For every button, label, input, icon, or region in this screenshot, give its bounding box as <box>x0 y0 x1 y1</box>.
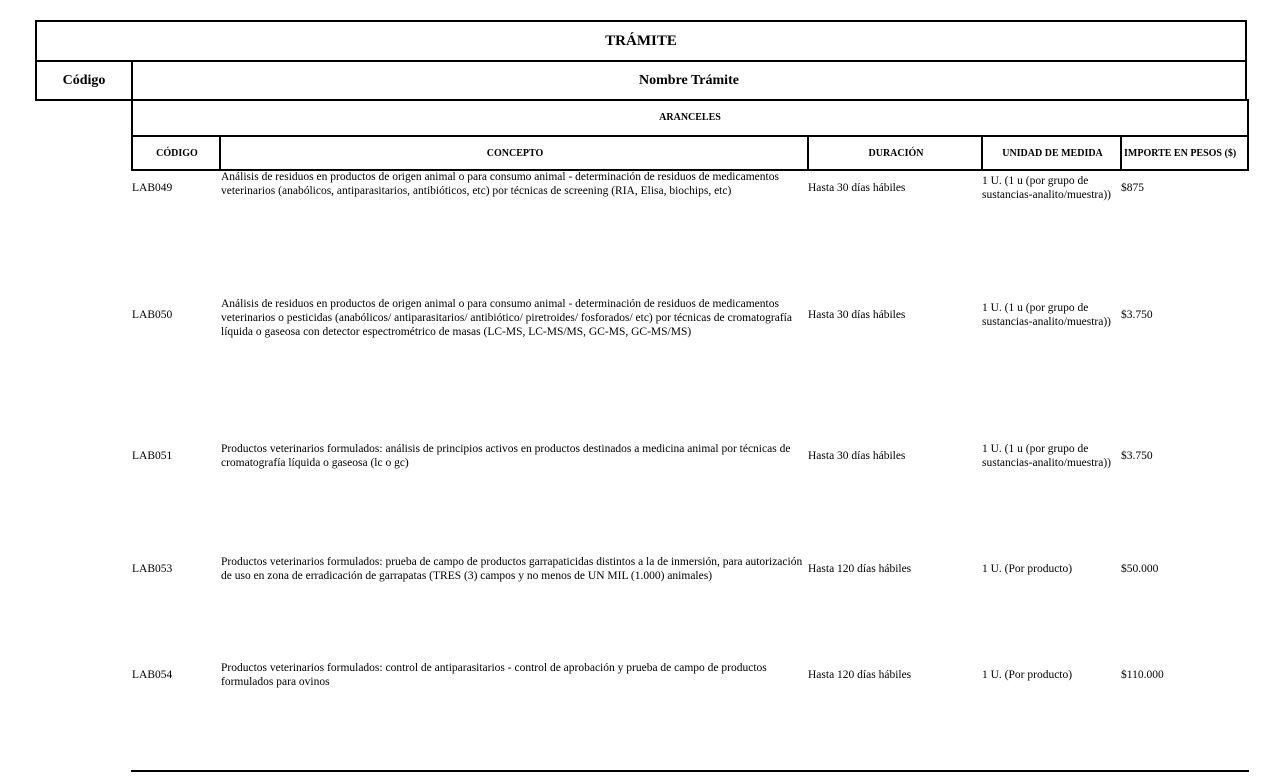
column-header-duracion <box>807 135 983 171</box>
row-codigo: LAB051 <box>132 450 173 462</box>
row-importe: $3.750 <box>1121 309 1153 321</box>
column-header-importe-label: IMPORTE EN PESOS ($) <box>1124 147 1237 159</box>
column-header-concepto <box>219 135 809 171</box>
column-header-concepto-label: CONCEPTO <box>486 147 544 159</box>
row-unidad: 1 U. (1 u (por grupo de sustancias-analito/muestra)) <box>982 443 1112 469</box>
column-header-unidad-label: UNIDAD DE MEDIDA <box>1002 147 1103 159</box>
row-duracion: Hasta 120 días hábiles <box>808 669 912 681</box>
row-concepto: Productos veterinarios formulados: prueba de campo de productos garrapaticidas distintos a la de inmersión, para autorización de uso en zona de erradicación de garrapatas (TRES (3) campos y no menos de UN MIL (1.000) animales) <box>221 556 803 582</box>
row-unidad: 1 U. (1 u (por grupo de sustancias-analito/muestra)) <box>982 175 1112 201</box>
row-duracion: Hasta 120 días hábiles <box>808 563 912 575</box>
row-concepto <box>221 297 809 353</box>
tramite-title: TRÁMITE <box>605 32 677 49</box>
codigo-label: Código <box>62 72 106 88</box>
row-concepto <box>221 170 809 212</box>
column-header-duracion-label: DURACIÓN <box>868 147 924 159</box>
row-concepto-text: Análisis de residuos en productos de origen animal o para consumo animal - determinación de residuos de medicamentos veterinarios (anabólicos, antiparasitarios, antibióticos, etc) por técnicas de screening (RIA, Elisa, biochips, etc) <box>221 171 779 197</box>
table-row <box>0 297 1282 338</box>
row-unidad: 1 U. (Por producto) <box>982 669 1073 681</box>
row-importe: $110.000 <box>1121 669 1164 681</box>
row-unidad: 1 U. (Por producto) <box>982 563 1073 575</box>
row-concepto-text: Análisis de residuos en productos de origen animal o para consumo animal - determinación de residuos de medicamentos veterinarios o pesticidas (anabólicos/ antiparasitarios/ antibiótico/ piretroides/ fosforados/ etc) por técnicas de cromatografía líquida o gaseosa con detector espectrométrico de masas (LC-MS, LC-MS/MS, GC-MS, GC-MS/MS) <box>221 298 792 338</box>
row-codigo: LAB054 <box>132 669 173 681</box>
row-codigo: LAB050 <box>132 309 173 321</box>
aranceles-header <box>131 99 1249 137</box>
row-duracion: Hasta 30 días hábiles <box>808 450 906 462</box>
table-row <box>0 552 1282 586</box>
column-header-importe <box>1120 135 1249 171</box>
row-importe: $50.000 <box>1121 563 1159 575</box>
row-importe: $3.750 <box>1121 450 1153 462</box>
row-importe: $875 <box>1121 182 1144 194</box>
codigo-header <box>35 60 133 101</box>
row-codigo: LAB049 <box>132 182 173 194</box>
bottom-rule <box>131 770 1249 772</box>
table-row <box>0 171 1282 205</box>
column-header-unidad <box>981 135 1122 171</box>
aranceles-label: ARANCELES <box>659 111 721 123</box>
table-row <box>0 658 1282 692</box>
nombre-tramite-label: Nombre Trámite <box>639 72 739 88</box>
table-row <box>0 438 1282 474</box>
row-concepto: Productos veterinarios formulados: control de antiparasitarios - control de aprobación y prueba de campo de productos formulados para ovinos <box>221 662 767 688</box>
column-header-codigo <box>131 135 221 171</box>
nombre-tramite-header <box>131 60 1247 101</box>
row-duracion: Hasta 30 días hábiles <box>808 182 906 194</box>
column-header-codigo-label: CÓDIGO <box>156 147 198 159</box>
row-duracion: Hasta 30 días hábiles <box>808 309 906 321</box>
tramite-header <box>35 20 1247 62</box>
row-unidad: 1 U. (1 u (por grupo de sustancias-analito/muestra)) <box>982 302 1112 328</box>
row-concepto: Productos veterinarios formulados: análisis de principios activos en productos destinados a medicina animal por técnicas de cromatografía líquida o gaseosa (lc o gc) <box>221 443 791 469</box>
row-codigo: LAB053 <box>132 563 173 575</box>
